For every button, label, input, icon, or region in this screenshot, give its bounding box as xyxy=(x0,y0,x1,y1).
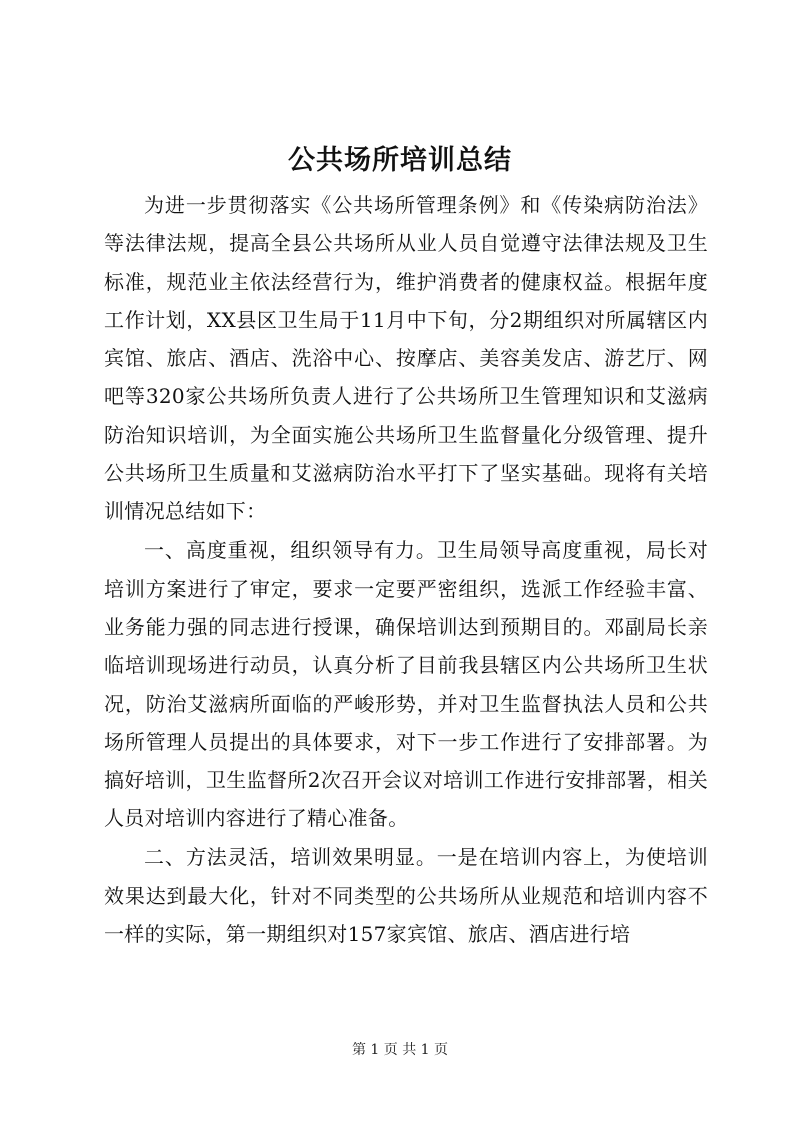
document-body xyxy=(104,186,708,953)
document-title: 公共场所培训总结 xyxy=(288,145,512,176)
body-paragraph-section-1: 一、高度重视，组织领导有力。卫生局领导高度重视，局长对培训方案进行了审定，要求一定要严密组织，选派工作经验丰富、业务能力强的同志进行授课，确保培训达到预期目的。邓副局长亲临培训现场进行动员，认真分析了目前我县辖区内公共场所卫生状况，防治艾滋病所面临的严峻形势，并对卫生监督执法人员和公共场所管理人员提出的具体要求，对下一步工作进行了安排部署。为搞好培训，卫生监督所2次召开会议对培训工作进行安排部署，相关人员对培训内容进行了精心准备。 xyxy=(104,538,708,831)
body-paragraph-intro: 为进一步贯彻落实《公共场所管理条例》和《传染病防治法》等法律法规，提高全县公共场所从业人员自觉遵守法律法规及卫生标准，规范业主依法经营行为，维护消费者的健康权益。根据年度工作计划，XX县区卫生局于11月中下旬，分2期组织对所属辖区内宾馆、旅店、酒店、洗浴中心、按摩店、美容美发店、游艺厅、网吧等320家公共场所负责人进行了公共场所卫生管理知识和艾滋病防治知识培训，为全面实施公共场所卫生监督量化分级管理、提升公共场所卫生质量和艾滋病防治水平打下了坚实基础。现将有关培训情况总结如下： xyxy=(104,193,708,524)
page-footer: 第 1 页 共 1 页 xyxy=(351,1042,449,1058)
body-paragraph-section-2: 二、方法灵活，培训效果明显。一是在培训内容上，为使培训效果达到最大化，针对不同类型的公共场所从业规范和培训内容不一样的实际，第一期组织对157家宾馆、旅店、酒店进行培 xyxy=(104,845,708,947)
